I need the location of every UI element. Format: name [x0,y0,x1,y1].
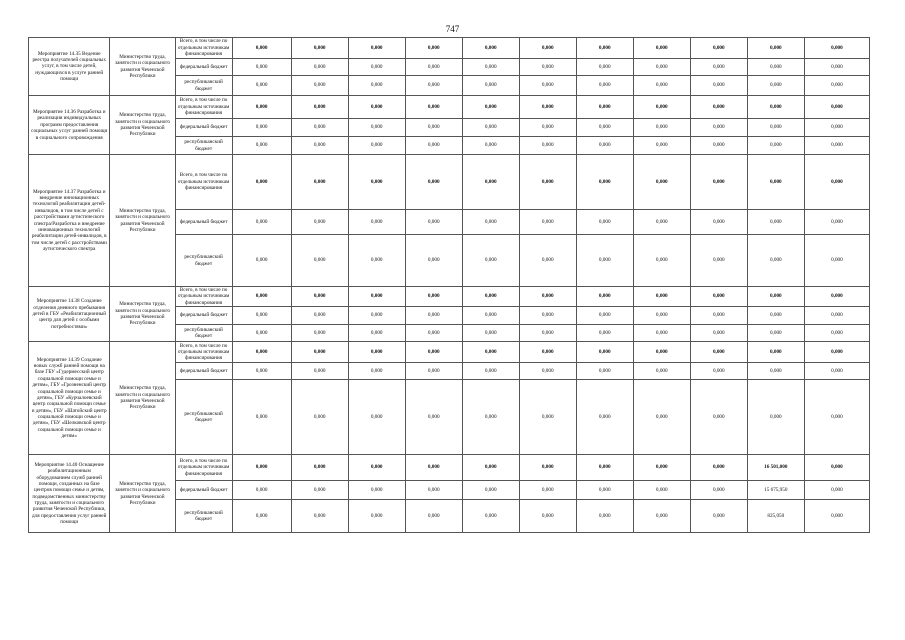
amount-cell: 0,000 [576,235,633,287]
measure-name: Мероприятие 14.37 Разработка и внедрение инновационных технологий реабилитации детей-инвалидов, в том числе детей с расстройствами аутистического спектра/Разработка и внедрение инновационных технологий реабилитации детей-инвалидов, в том числе детей с расстройствами аутистического спектра [29,155,110,287]
amount-cell: 0,000 [690,380,747,455]
amount-cell: 0,000 [804,342,869,363]
amount-cell: 0,000 [576,96,633,119]
amount-cell: 825,050 [747,500,804,533]
amount-cell: 0,000 [804,59,869,76]
funding-source-total: Всего, в том числе по отдельным источникам финансирования [175,155,232,210]
amount-cell: 0,000 [291,59,348,76]
amount-cell: 0,000 [462,380,519,455]
amount-cell: 0,000 [804,155,869,210]
amount-cell: 0,000 [633,155,690,210]
budget-table [28,37,870,533]
amount-cell: 0,000 [633,59,690,76]
amount-cell: 0,000 [747,96,804,119]
amount-cell: 0,000 [519,235,576,287]
amount-cell: 0,000 [576,455,633,481]
amount-cell: 0,000 [405,96,462,119]
measure-name: Мероприятие 14.35 Ведение реестра получателей социальных услуг, в том числе детей, нуждающихся в услуге ранней помощи [29,38,110,96]
amount-cell: 0,000 [747,210,804,235]
amount-cell: 0,000 [633,481,690,500]
amount-cell: 0,000 [576,481,633,500]
page-number: 747 [445,24,460,34]
amount-cell: 0,000 [232,380,291,455]
amount-cell: 0,000 [462,210,519,235]
amount-cell: 0,000 [291,363,348,380]
funding-source-federal: федеральный бюджет [175,481,232,500]
amount-cell: 0,000 [405,342,462,363]
amount-cell: 0,000 [405,137,462,155]
funding-source-total: Всего, в том числе по отдельным источникам финансирования [175,342,232,363]
amount-cell: 0,000 [291,455,348,481]
funding-source-republic: республиканский бюджет [175,500,232,533]
amount-cell: 0,000 [462,96,519,119]
amount-cell: 0,000 [576,342,633,363]
amount-cell: 0,000 [576,325,633,342]
amount-cell: 0,000 [232,363,291,380]
funding-source-federal: федеральный бюджет [175,119,232,137]
amount-cell: 0,000 [633,210,690,235]
amount-cell: 0,000 [348,119,405,137]
amount-cell: 0,000 [519,76,576,96]
amount-cell: 0,000 [462,342,519,363]
amount-cell: 0,000 [348,380,405,455]
amount-cell: 0,000 [348,500,405,533]
amount-cell: 0,000 [633,119,690,137]
amount-cell: 0,000 [690,500,747,533]
amount-cell: 0,000 [633,235,690,287]
amount-cell: 0,000 [690,363,747,380]
amount-cell: 0,000 [690,155,747,210]
amount-cell: 0,000 [405,481,462,500]
amount-cell: 0,000 [405,325,462,342]
amount-cell: 16 501,000 [747,455,804,481]
amount-cell: 0,000 [405,500,462,533]
amount-cell: 0,000 [804,287,869,307]
amount-cell: 0,000 [348,325,405,342]
amount-cell: 0,000 [291,287,348,307]
funding-source-total: Всего, в том числе по отдельным источникам финансирования [175,96,232,119]
amount-cell: 0,000 [747,235,804,287]
amount-cell: 0,000 [462,119,519,137]
amount-cell: 0,000 [232,38,291,59]
amount-cell: 0,000 [576,76,633,96]
amount-cell: 0,000 [291,155,348,210]
amount-cell: 0,000 [291,38,348,59]
amount-cell: 0,000 [804,500,869,533]
funding-source-republic: республиканский бюджет [175,235,232,287]
funding-source-federal: федеральный бюджет [175,210,232,235]
amount-cell: 0,000 [232,500,291,533]
amount-cell: 0,000 [690,119,747,137]
amount-cell: 0,000 [633,325,690,342]
amount-cell: 0,000 [348,155,405,210]
funding-source-federal: федеральный бюджет [175,59,232,76]
amount-cell: 0,000 [633,76,690,96]
amount-cell: 0,000 [348,235,405,287]
amount-cell: 0,000 [405,210,462,235]
amount-cell: 0,000 [291,380,348,455]
amount-cell: 0,000 [291,137,348,155]
amount-cell: 0,000 [232,325,291,342]
amount-cell: 0,000 [291,210,348,235]
amount-cell: 0,000 [348,210,405,235]
amount-cell: 0,000 [291,481,348,500]
amount-cell: 0,000 [633,380,690,455]
amount-cell: 0,000 [232,137,291,155]
amount-cell: 0,000 [747,119,804,137]
amount-cell: 0,000 [633,363,690,380]
amount-cell: 0,000 [804,210,869,235]
amount-cell: 0,000 [348,76,405,96]
amount-cell: 0,000 [804,481,869,500]
amount-cell: 0,000 [633,455,690,481]
amount-cell: 0,000 [633,96,690,119]
amount-cell: 0,000 [804,455,869,481]
funding-source-total: Всего, в том числе по отдельным источникам финансирования [175,455,232,481]
amount-cell: 0,000 [576,38,633,59]
amount-cell: 0,000 [747,38,804,59]
amount-cell: 15 675,950 [747,481,804,500]
amount-cell: 0,000 [804,76,869,96]
amount-cell: 0,000 [519,287,576,307]
funding-source-republic: республиканский бюджет [175,380,232,455]
amount-cell: 0,000 [576,500,633,533]
executor-cell: Министерство труда, занятости и социального развития Чеченской Республики [110,96,175,155]
amount-cell: 0,000 [690,235,747,287]
amount-cell: 0,000 [576,363,633,380]
amount-cell: 0,000 [291,76,348,96]
amount-cell: 0,000 [232,287,291,307]
amount-cell: 0,000 [462,307,519,325]
amount-cell: 0,000 [232,76,291,96]
amount-cell: 0,000 [747,342,804,363]
amount-cell: 0,000 [462,325,519,342]
amount-cell: 0,000 [348,287,405,307]
amount-cell: 0,000 [804,380,869,455]
amount-cell: 0,000 [462,235,519,287]
amount-cell: 0,000 [405,287,462,307]
amount-cell: 0,000 [576,287,633,307]
table-row [29,96,870,119]
funding-source-total: Всего, в том числе по отдельным источникам финансирования [175,287,232,307]
amount-cell: 0,000 [232,235,291,287]
amount-cell: 0,000 [232,96,291,119]
amount-cell: 0,000 [576,307,633,325]
amount-cell: 0,000 [462,287,519,307]
amount-cell: 0,000 [747,155,804,210]
amount-cell: 0,000 [747,380,804,455]
measure-name: Мероприятие 14.39 Создание новых служб ранней помощи на базе ГБУ «Гудермесский центр социальной помощи семье и детям», ГБУ «Грозненский центр социальной помощи семье и детям», ГБУ «Курчалоевский центр социальной помощи семье и детям», ГБУ «Шатойский центр социальной помощи семье и детям», ГБУ «Шелковской центр социальной помощи семье и детям» [29,342,110,455]
amount-cell: 0,000 [348,38,405,59]
amount-cell: 0,000 [576,155,633,210]
table-row [29,455,870,481]
amount-cell: 0,000 [747,76,804,96]
amount-cell: 0,000 [633,307,690,325]
amount-cell: 0,000 [462,59,519,76]
amount-cell: 0,000 [348,307,405,325]
measure-name: Мероприятие 14.36 Разработка и реализация индивидуальных программ предоставления социальных услуг ранней помощи в социального сопровождения [29,96,110,155]
amount-cell: 0,000 [804,235,869,287]
amount-cell: 0,000 [405,76,462,96]
amount-cell: 0,000 [633,137,690,155]
amount-cell: 0,000 [348,59,405,76]
amount-cell: 0,000 [519,380,576,455]
amount-cell: 0,000 [232,342,291,363]
amount-cell: 0,000 [690,59,747,76]
amount-cell: 0,000 [232,210,291,235]
funding-source-republic: республиканский бюджет [175,76,232,96]
amount-cell: 0,000 [519,119,576,137]
amount-cell: 0,000 [747,287,804,307]
amount-cell: 0,000 [405,119,462,137]
amount-cell: 0,000 [519,500,576,533]
funding-source-republic: республиканский бюджет [175,137,232,155]
amount-cell: 0,000 [690,210,747,235]
table-row [29,342,870,363]
amount-cell: 0,000 [519,455,576,481]
amount-cell: 0,000 [690,481,747,500]
amount-cell: 0,000 [462,500,519,533]
amount-cell: 0,000 [462,155,519,210]
amount-cell: 0,000 [690,287,747,307]
amount-cell: 0,000 [462,38,519,59]
amount-cell: 0,000 [519,325,576,342]
executor-cell: Министерство труда, занятости и социального развития Чеченской Республики [110,342,175,455]
amount-cell: 0,000 [804,137,869,155]
executor-cell: Министерство труда, занятости и социального развития Чеченской Республики [110,455,175,533]
amount-cell: 0,000 [576,210,633,235]
amount-cell: 0,000 [405,363,462,380]
amount-cell: 0,000 [690,307,747,325]
amount-cell: 0,000 [462,76,519,96]
amount-cell: 0,000 [232,455,291,481]
funding-source-federal: федеральный бюджет [175,363,232,380]
amount-cell: 0,000 [291,325,348,342]
amount-cell: 0,000 [462,137,519,155]
funding-source-total: Всего, в том числе по отдельным источникам финансирования [175,38,232,59]
amount-cell: 0,000 [405,235,462,287]
amount-cell: 0,000 [462,455,519,481]
amount-cell: 0,000 [690,76,747,96]
funding-source-republic: республиканский бюджет [175,325,232,342]
amount-cell: 0,000 [633,38,690,59]
amount-cell: 0,000 [519,96,576,119]
amount-cell: 0,000 [348,455,405,481]
amount-cell: 0,000 [291,96,348,119]
amount-cell: 0,000 [519,137,576,155]
amount-cell: 0,000 [747,59,804,76]
amount-cell: 0,000 [747,307,804,325]
amount-cell: 0,000 [804,38,869,59]
amount-cell: 0,000 [232,481,291,500]
executor-cell: Министерство труда, занятости и социального развития Чеченской Республики [110,287,175,342]
amount-cell: 0,000 [405,38,462,59]
amount-cell: 0,000 [747,325,804,342]
amount-cell: 0,000 [405,307,462,325]
amount-cell: 0,000 [804,307,869,325]
amount-cell: 0,000 [519,342,576,363]
amount-cell: 0,000 [576,119,633,137]
table-row [29,38,870,59]
amount-cell: 0,000 [462,481,519,500]
amount-cell: 0,000 [291,119,348,137]
amount-cell: 0,000 [232,155,291,210]
executor-cell: Министерство труда, занятости и социального развития Чеченской Республики [110,38,175,96]
amount-cell: 0,000 [690,325,747,342]
amount-cell: 0,000 [633,342,690,363]
amount-cell: 0,000 [747,137,804,155]
amount-cell: 0,000 [576,59,633,76]
amount-cell: 0,000 [291,235,348,287]
amount-cell: 0,000 [348,481,405,500]
table-row [29,287,870,307]
amount-cell: 0,000 [291,500,348,533]
amount-cell: 0,000 [633,287,690,307]
amount-cell: 0,000 [462,363,519,380]
amount-cell: 0,000 [519,307,576,325]
amount-cell: 0,000 [519,363,576,380]
amount-cell: 0,000 [291,342,348,363]
amount-cell: 0,000 [519,481,576,500]
amount-cell: 0,000 [232,119,291,137]
amount-cell: 0,000 [690,342,747,363]
amount-cell: 0,000 [348,137,405,155]
amount-cell: 0,000 [576,137,633,155]
amount-cell: 0,000 [690,137,747,155]
funding-source-federal: федеральный бюджет [175,307,232,325]
amount-cell: 0,000 [405,380,462,455]
measure-name: Мероприятие 14.38 Создание отделения дневного пребывания детей в ГБУ «Реабилитационный центр для детей с особыми потребностями» [29,287,110,342]
amount-cell: 0,000 [232,59,291,76]
amount-cell: 0,000 [232,307,291,325]
amount-cell: 0,000 [804,119,869,137]
amount-cell: 0,000 [633,500,690,533]
amount-cell: 0,000 [348,96,405,119]
amount-cell: 0,000 [519,155,576,210]
amount-cell: 0,000 [291,307,348,325]
amount-cell: 0,000 [405,155,462,210]
amount-cell: 0,000 [519,38,576,59]
amount-cell: 0,000 [804,363,869,380]
amount-cell: 0,000 [804,325,869,342]
amount-cell: 0,000 [348,363,405,380]
amount-cell: 0,000 [690,38,747,59]
amount-cell: 0,000 [747,363,804,380]
amount-cell: 0,000 [690,96,747,119]
amount-cell: 0,000 [519,59,576,76]
amount-cell: 0,000 [804,96,869,119]
amount-cell: 0,000 [690,455,747,481]
table-row [29,155,870,210]
executor-cell: Министерство труда, занятости и социального развития Чеченской Республики [110,155,175,287]
amount-cell: 0,000 [519,210,576,235]
amount-cell: 0,000 [405,59,462,76]
measure-name: Мероприятие 14.40 Оснащение реабилитационным оборудованием служб ранней помощи, созданных на базе центров помощи семье и детям, подведомственных министерству труда, занятости и социального развития Чеченской Республики, для предоставления услуг ранней помощи [29,455,110,533]
amount-cell: 0,000 [405,455,462,481]
amount-cell: 0,000 [576,380,633,455]
amount-cell: 0,000 [348,342,405,363]
